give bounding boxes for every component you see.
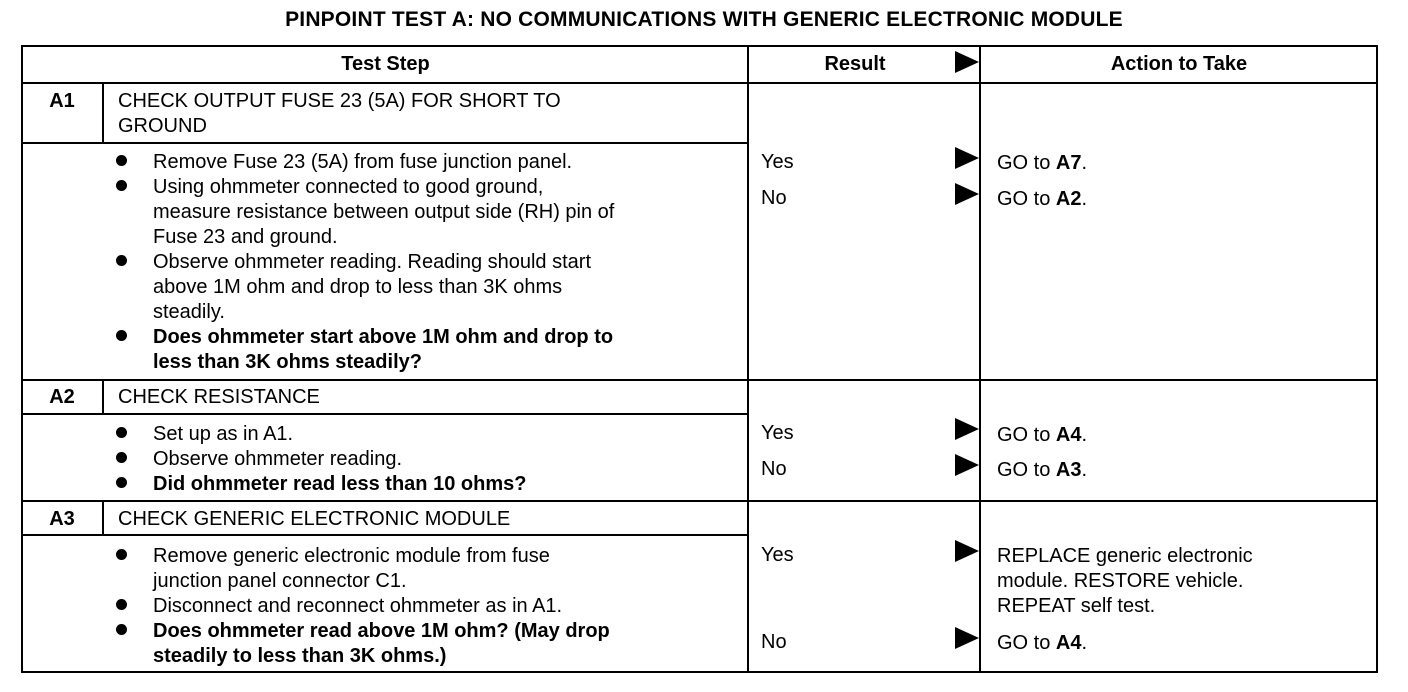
action-text-part: . [1081, 188, 1088, 210]
id-divider [102, 379, 104, 415]
heading-divider [21, 413, 748, 415]
bullet-icon [116, 180, 127, 191]
bullet-icon [116, 549, 127, 560]
column-divider-result [747, 45, 749, 673]
action-text-part: GO to [997, 424, 1056, 446]
bullet-text: steadily. [153, 301, 225, 323]
step-heading: CHECK RESISTANCE [118, 386, 320, 408]
bullet-text: Remove Fuse 23 (5A) from fuse junction panel. [153, 151, 573, 173]
bullet-icon [116, 330, 127, 341]
bullet-text: Set up as in A1. [153, 423, 294, 445]
action-text-part: . [1081, 632, 1088, 654]
step-heading: CHECK OUTPUT FUSE 23 (5A) FOR SHORT TO [118, 90, 561, 112]
action-text-part: A3 [1055, 459, 1082, 481]
bullet-icon [116, 599, 127, 610]
step-id: A3 [49, 508, 75, 530]
action-text [997, 187, 1087, 212]
bullet-question: Does ohmmeter start above 1M ohm and drop to [153, 326, 614, 348]
result-no: No [761, 631, 787, 653]
action-text-part: . [1081, 424, 1088, 446]
result-yes: Yes [761, 422, 794, 444]
result-yes: Yes [761, 151, 794, 173]
bullet-text: measure resistance between output side (RH) pin of [153, 201, 615, 223]
bullet-icon [116, 155, 127, 166]
action-text-part: A4 [1055, 424, 1082, 446]
action-text-part: . [1081, 459, 1088, 481]
header-result: Result [824, 53, 886, 75]
action-text [997, 458, 1087, 483]
action-text-part: GO to [997, 459, 1056, 481]
bullet-text: Disconnect and reconnect ohmmeter as in A1. [153, 595, 563, 617]
bullet-question: Did ohmmeter read less than 10 ohms? [153, 473, 527, 495]
header-test-step: Test Step [341, 53, 430, 75]
action-text: module. RESTORE vehicle. [997, 570, 1244, 592]
step-heading: CHECK GENERIC ELECTRONIC MODULE [118, 508, 511, 530]
arrow-icon [955, 418, 979, 440]
step-divider [21, 379, 1378, 381]
arrow-icon [955, 627, 979, 649]
header-action: Action to Take [1110, 53, 1248, 75]
arrow-icon [955, 540, 979, 562]
bullet-text: Using ohmmeter connected to good ground, [153, 176, 544, 198]
heading-divider [21, 142, 748, 144]
heading-divider [21, 534, 748, 536]
step-id: A2 [49, 386, 75, 408]
action-text: REPLACE generic electronic [997, 545, 1253, 567]
id-divider [102, 82, 104, 143]
bullet-text: Observe ohmmeter reading. Reading should start [153, 251, 592, 273]
arrow-icon [955, 147, 979, 169]
arrow-icon [955, 454, 979, 476]
bullet-icon [116, 624, 127, 635]
bullet-text: above 1M ohm and drop to less than 3K ohms [153, 276, 563, 298]
action-text-part: GO to [997, 188, 1056, 210]
id-divider [102, 500, 104, 536]
result-no: No [761, 458, 787, 480]
column-divider-action [979, 45, 981, 673]
step-divider [21, 500, 1378, 502]
step-id: A1 [49, 90, 75, 112]
bullet-icon [116, 427, 127, 438]
action-text-part: A7 [1055, 152, 1082, 174]
bullet-text: junction panel connector C1. [153, 570, 407, 592]
action-text [997, 423, 1087, 448]
result-no: No [761, 187, 787, 209]
bullet-question: steadily to less than 3K ohms.) [153, 645, 447, 667]
action-text-part: . [1081, 152, 1088, 174]
bullet-icon [116, 477, 127, 488]
page-title: PINPOINT TEST A: NO COMMUNICATIONS WITH GENERIC ELECTRONIC MODULE [285, 8, 1123, 31]
header-divider [21, 82, 1378, 84]
header-arrow-icon [955, 51, 979, 73]
bullet-icon [116, 255, 127, 266]
bullet-text: Observe ohmmeter reading. [153, 448, 403, 470]
result-yes: Yes [761, 544, 794, 566]
bullet-question: Does ohmmeter read above 1M ohm? (May drop [153, 620, 610, 642]
action-text-part: A4 [1055, 632, 1082, 654]
action-text-part: GO to [997, 632, 1056, 654]
bullet-text: Remove generic electronic module from fuse [153, 545, 550, 567]
step-heading: GROUND [118, 115, 207, 137]
action-text-part: GO to [997, 152, 1056, 174]
action-text: REPEAT self test. [997, 595, 1156, 617]
bullet-question: less than 3K ohms steadily? [153, 351, 422, 373]
action-text [997, 631, 1087, 656]
bullet-icon [116, 452, 127, 463]
action-text-part: A2 [1055, 188, 1082, 210]
action-text [997, 151, 1087, 176]
bullet-text: Fuse 23 and ground. [153, 226, 338, 248]
arrow-icon [955, 183, 979, 205]
